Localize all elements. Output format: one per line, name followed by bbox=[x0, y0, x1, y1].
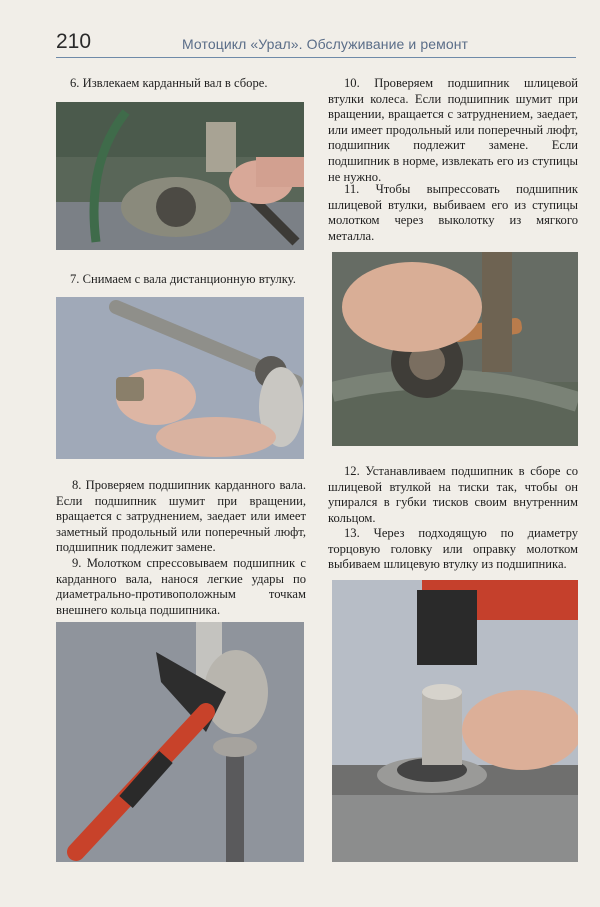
step-11-text: 11. Чтобы выпрессовать подшипник шлицевой втулки, выбиваем его из ступицы молотком через выколотку из мягкого металла. bbox=[328, 182, 578, 243]
photo-step-9-hammer-press bbox=[56, 622, 304, 862]
photo-step-13-socket-knock-out bbox=[332, 580, 578, 862]
photo-step-7-spacer-sleeve bbox=[56, 297, 304, 459]
step-6-text: 6. Извлекаем карданный вал в сборе. bbox=[70, 76, 268, 90]
page-header bbox=[0, 0, 600, 62]
photo-step-6-cardan-shaft bbox=[56, 102, 304, 250]
photo-step-11-knock-out-bearing bbox=[332, 252, 578, 446]
step-12-text: 12. Устанавливаем подшипник в сборе со шлицевой втулкой на тиски так, чтобы он упирался в губки тисков своим внутренним кольцом. bbox=[328, 464, 578, 525]
step-9-text: 9. Молотком спрессовываем подшипник с карданного вала, нанося легкие удары по диаметрально-противоположным точкам внешнего кольца подшипника. bbox=[56, 556, 306, 617]
header-rule bbox=[56, 57, 576, 58]
step-7-text: 7. Снимаем с вала дистанционную втулку. bbox=[70, 272, 296, 286]
running-title: Мотоцикл «Урал». Обслуживание и ремонт bbox=[182, 36, 469, 52]
step-8-text: 8. Проверяем подшипник карданного вала. Если подшипник шумит при вращении, вращается с затруднением, заедает или имеет заметный продольный или поперечный люфт, подшипник подлежит замене. bbox=[56, 478, 306, 555]
step-10-text: 10. Проверяем подшипник шлицевой втулки колеса. Если подшипник шумит при вращении, вращается с затруднением, заедает, или имеет продольный или поперечный люфт, подшипник подлежит замене. Если подшипник в норме, извлекать его из ступицы не нужно. bbox=[328, 76, 578, 184]
step-13-text: 13. Через подходящую по диаметру торцовую головку или оправку молотком выбиваем шлицевую втулку из подшипника. bbox=[328, 526, 578, 572]
page-number: 210 bbox=[56, 30, 92, 53]
